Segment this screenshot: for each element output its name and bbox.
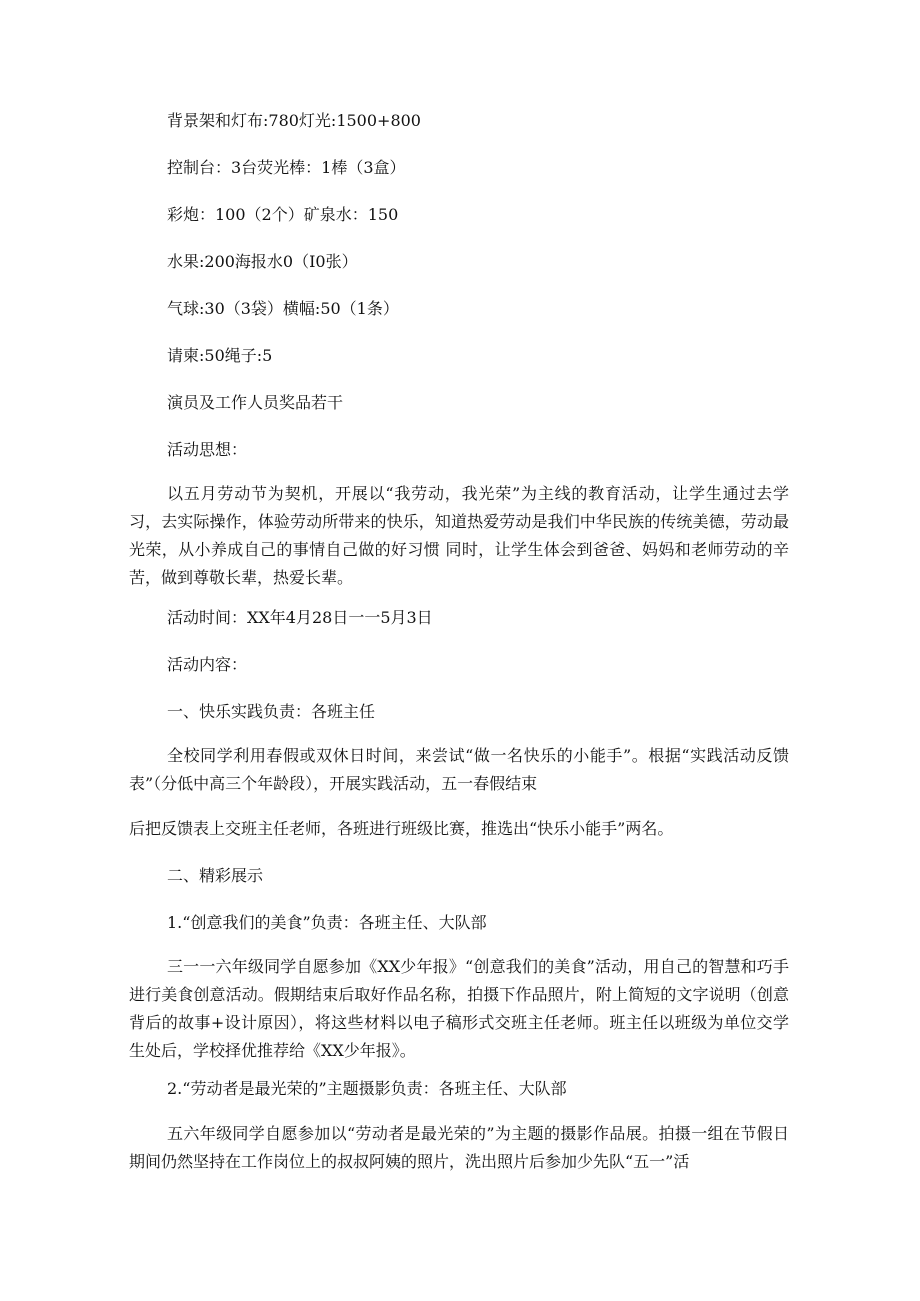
content-heading: 活动内容：: [167, 655, 248, 674]
section-1-continuation: 后把反馈表上交班主任老师，各班进行班级比赛，推选出“快乐小能手”两名。: [129, 819, 674, 838]
section-1-paragraph: 全校同学利用春假或双休日时间，来尝试“做一名快乐的小能手”。根据“实践活动反馈表”（分低中高三个年龄段），开展实践活动，五一春假结束: [129, 746, 789, 793]
budget-line-4: 水果:200海报水0（I0张）: [167, 252, 358, 271]
item-1-paragraph: 三一一六年级同学自愿参加《XX少年报》“创意我们的美食”活动，用自己的智慧和巧手进行美食创意活动。假期结束后取好作品名称，拍摄下作品照片，附上简短的文字说明（创意背后的故事+设计原因），将这些材料以电子稿形式交班主任老师。班主任以班级为单位交学生处后，学校择优推荐给《XX少年报》。: [129, 957, 789, 1060]
item-1-heading: 1.“创意我们的美食”负责：各班主任、大队部: [167, 913, 487, 932]
idea-paragraph: 以五月劳动节为契机，开展以“我劳动，我光荣”为主线的教育活动，让学生通过去学习，去实际操作，体验劳动所带来的快乐，知道热爱劳动是我们中华民族的传统美德，劳动最光荣，从小养成自己的事情自己做的好习惯 同时，让学生体会到爸爸、妈妈和老师劳动的辛苦，做到尊敬长辈，热爱长辈。: [129, 484, 789, 587]
idea-heading: 活动思想：: [167, 440, 248, 459]
item-2-heading: 2.“劳动者是最光荣的”主题摄影负责：各班主任、大队部: [167, 1079, 567, 1098]
budget-line-3: 彩炮：100（2个）矿泉水：150: [167, 205, 399, 224]
budget-line-6: 请柬:50绳子:5: [167, 346, 273, 365]
budget-line-5: 气球:30（3袋）横幅:50（1条）: [167, 299, 399, 318]
section-1-heading: 一、快乐实践负责：各班主任: [167, 702, 376, 721]
budget-line-7: 演员及工作人员奖品若干: [167, 393, 344, 412]
section-2-heading: 二、精彩展示: [167, 866, 264, 885]
activity-time: 活动时间：XX年4月28日一一5月3日: [167, 608, 433, 627]
budget-line-2: 控制台：3台荧光棒：1棒（3盒）: [167, 158, 406, 177]
item-2-paragraph: 五六年级同学自愿参加以“劳动者是最光荣的”为主题的摄影作品展。拍摄一组在节假日期间仍然坚持在工作岗位上的叔叔阿姨的照片，洗出照片后参加少先队“五一”活: [129, 1124, 789, 1171]
budget-line-1: 背景架和灯布:780灯光:1500+800: [167, 111, 421, 130]
